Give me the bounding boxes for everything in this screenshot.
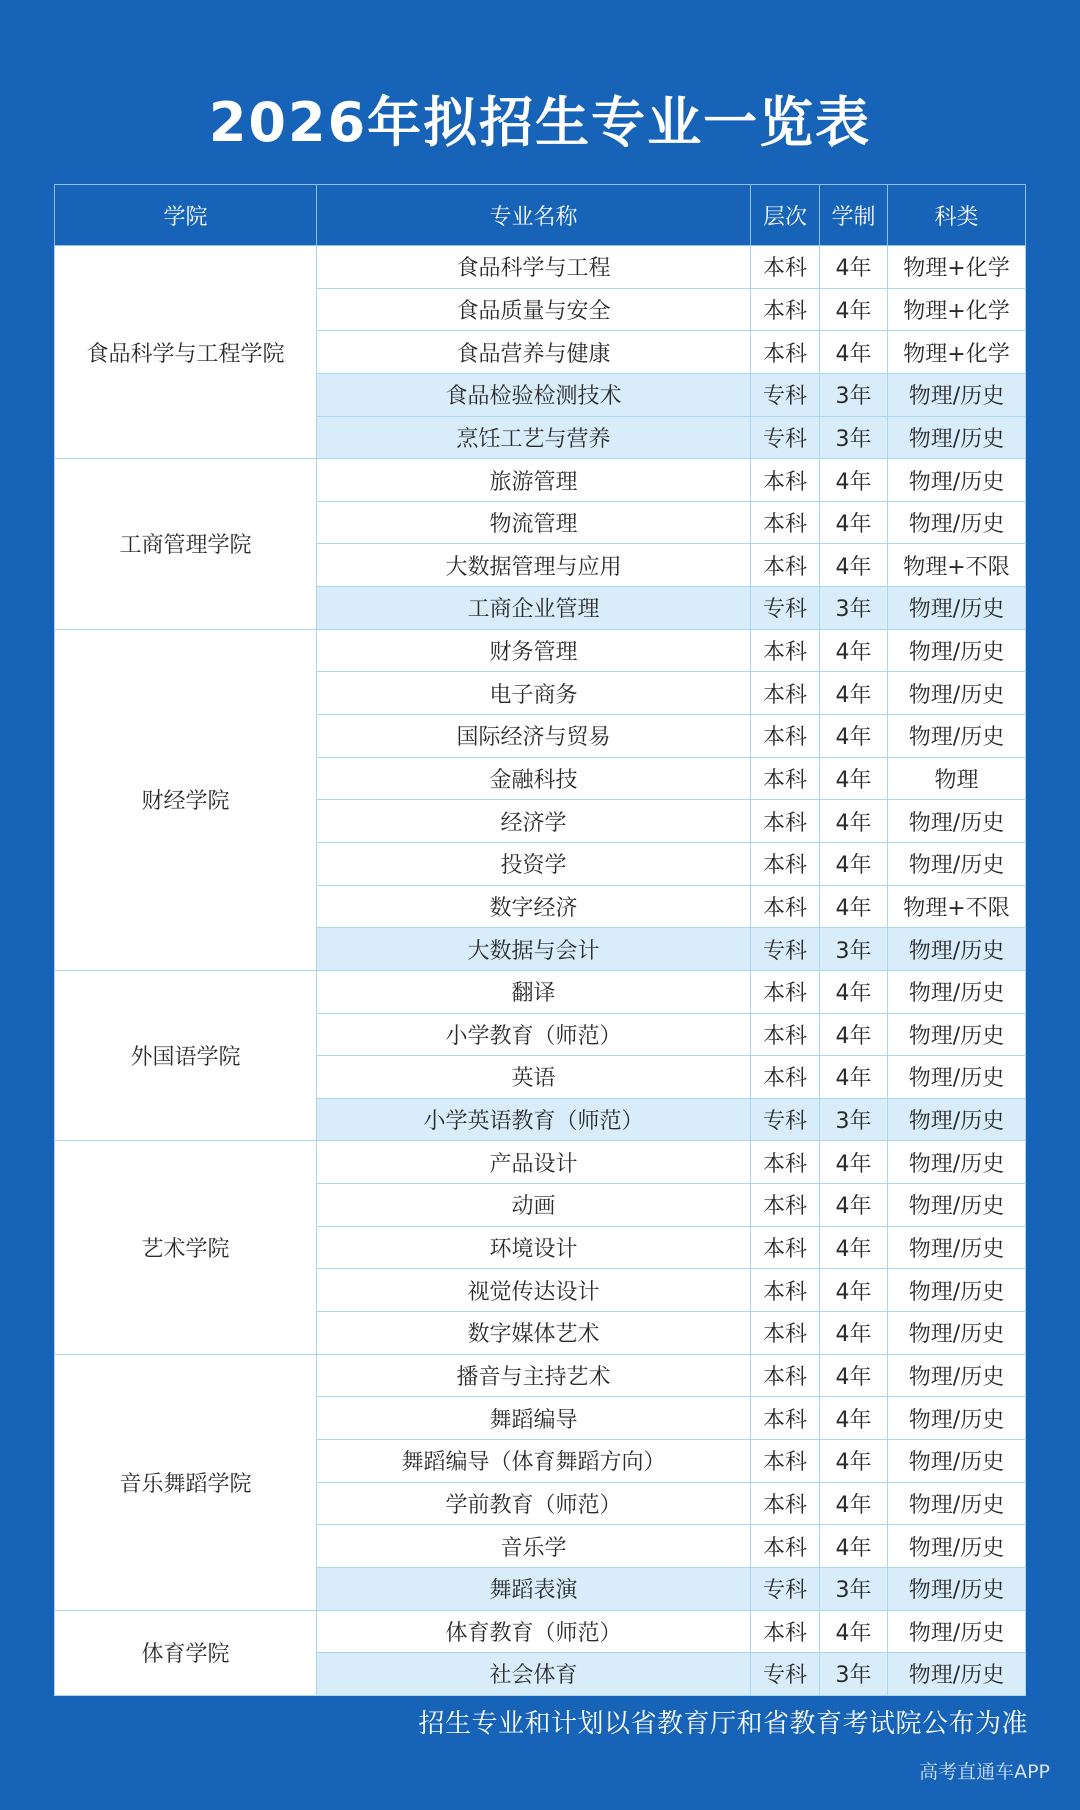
level-cell: 专科 (751, 416, 820, 459)
major-name-cell: 动画 (317, 1184, 751, 1227)
major-name-cell: 小学英语教育（师范） (317, 1098, 751, 1141)
level-cell: 本科 (751, 1525, 820, 1568)
subject-category-cell: 物理/历史 (888, 1098, 1026, 1141)
majors-table-container (54, 184, 1025, 1696)
duration-cell: 4年 (820, 800, 888, 843)
major-name-cell: 食品检验检测技术 (317, 373, 751, 416)
duration-cell: 4年 (820, 288, 888, 331)
table-header-row (55, 185, 1026, 246)
subject-category-cell: 物理/历史 (888, 842, 1026, 885)
subject-category-cell: 物理/历史 (888, 800, 1026, 843)
level-cell: 本科 (751, 672, 820, 715)
major-name-cell: 工商企业管理 (317, 587, 751, 630)
duration-cell: 4年 (820, 1312, 888, 1355)
duration-cell: 4年 (820, 842, 888, 885)
subject-category-cell: 物理/历史 (888, 1567, 1026, 1610)
major-name-cell: 投资学 (317, 842, 751, 885)
level-cell: 本科 (751, 1354, 820, 1397)
college-name-cell: 食品科学与工程学院 (55, 246, 317, 459)
duration-cell: 4年 (820, 1397, 888, 1440)
duration-cell: 3年 (820, 1098, 888, 1141)
subject-category-cell: 物理/历史 (888, 1610, 1026, 1653)
subject-category-cell: 物理/历史 (888, 587, 1026, 630)
level-cell: 本科 (751, 1482, 820, 1525)
duration-cell: 4年 (820, 1269, 888, 1312)
subject-category-cell: 物理/历史 (888, 1056, 1026, 1099)
subject-category-cell: 物理 (888, 757, 1026, 800)
duration-cell: 4年 (820, 246, 888, 289)
header-level: 层次 (751, 185, 820, 246)
duration-cell: 4年 (820, 970, 888, 1013)
major-name-cell: 经济学 (317, 800, 751, 843)
subject-category-cell: 物理/历史 (888, 672, 1026, 715)
subject-category-cell: 物理/历史 (888, 1013, 1026, 1056)
level-cell: 本科 (751, 757, 820, 800)
table-row (55, 246, 1026, 289)
subject-category-cell: 物理/历史 (888, 1226, 1026, 1269)
duration-cell: 3年 (820, 373, 888, 416)
level-cell: 本科 (751, 544, 820, 587)
level-cell: 专科 (751, 1567, 820, 1610)
subject-category-cell: 物理+化学 (888, 246, 1026, 289)
subject-category-cell: 物理/历史 (888, 629, 1026, 672)
major-name-cell: 金融科技 (317, 757, 751, 800)
level-cell: 本科 (751, 246, 820, 289)
college-name-cell: 体育学院 (55, 1610, 317, 1695)
subject-category-cell: 物理/历史 (888, 416, 1026, 459)
subject-category-cell: 物理+不限 (888, 544, 1026, 587)
duration-cell: 4年 (820, 1184, 888, 1227)
level-cell: 专科 (751, 928, 820, 971)
major-name-cell: 数字媒体艺术 (317, 1312, 751, 1355)
subject-category-cell: 物理/历史 (888, 501, 1026, 544)
duration-cell: 4年 (820, 1482, 888, 1525)
major-name-cell: 大数据与会计 (317, 928, 751, 971)
subject-category-cell: 物理/历史 (888, 1141, 1026, 1184)
duration-cell: 4年 (820, 544, 888, 587)
major-name-cell: 音乐学 (317, 1525, 751, 1568)
major-name-cell: 电子商务 (317, 672, 751, 715)
page-title: 2026年拟招生专业一览表 (208, 91, 872, 154)
college-name-cell: 艺术学院 (55, 1141, 317, 1354)
subject-category-cell: 物理/历史 (888, 1525, 1026, 1568)
college-name-cell: 工商管理学院 (55, 459, 317, 630)
level-cell: 本科 (751, 629, 820, 672)
duration-cell: 4年 (820, 1525, 888, 1568)
subject-category-cell: 物理/历史 (888, 459, 1026, 502)
major-name-cell: 烹饪工艺与营养 (317, 416, 751, 459)
majors-table (54, 184, 1026, 1696)
level-cell: 本科 (751, 1610, 820, 1653)
table-row (55, 459, 1026, 502)
level-cell: 本科 (751, 1269, 820, 1312)
duration-cell: 4年 (820, 1013, 888, 1056)
major-name-cell: 舞蹈表演 (317, 1567, 751, 1610)
subject-category-cell: 物理/历史 (888, 1354, 1026, 1397)
college-name-cell: 外国语学院 (55, 970, 317, 1141)
major-name-cell: 翻译 (317, 970, 751, 1013)
duration-cell: 4年 (820, 1354, 888, 1397)
subject-category-cell: 物理/历史 (888, 715, 1026, 758)
subject-category-cell: 物理/历史 (888, 1312, 1026, 1355)
table-row (55, 1610, 1026, 1653)
major-name-cell: 物流管理 (317, 501, 751, 544)
duration-cell: 4年 (820, 672, 888, 715)
subject-category-cell: 物理/历史 (888, 1482, 1026, 1525)
major-name-cell: 食品营养与健康 (317, 331, 751, 374)
major-name-cell: 数字经济 (317, 885, 751, 928)
major-name-cell: 舞蹈编导 (317, 1397, 751, 1440)
duration-cell: 3年 (820, 1567, 888, 1610)
subject-category-cell: 物理/历史 (888, 970, 1026, 1013)
duration-cell: 4年 (820, 1226, 888, 1269)
table-row (55, 1354, 1026, 1397)
subject-category-cell: 物理/历史 (888, 1269, 1026, 1312)
table-row (55, 1141, 1026, 1184)
level-cell: 本科 (751, 288, 820, 331)
duration-cell: 4年 (820, 1610, 888, 1653)
major-name-cell: 旅游管理 (317, 459, 751, 502)
duration-cell: 4年 (820, 1439, 888, 1482)
footer-note: 招生专业和计划以省教育厅和省教育考试院公布为准 (418, 1709, 1028, 1739)
major-name-cell: 国际经济与贸易 (317, 715, 751, 758)
duration-cell: 3年 (820, 416, 888, 459)
major-name-cell: 学前教育（师范） (317, 1482, 751, 1525)
header-major-name: 专业名称 (317, 185, 751, 246)
subject-category-cell: 物理/历史 (888, 1184, 1026, 1227)
duration-cell: 4年 (820, 715, 888, 758)
table-row (55, 970, 1026, 1013)
subject-category-cell: 物理/历史 (888, 1397, 1026, 1440)
duration-cell: 4年 (820, 1056, 888, 1099)
duration-cell: 4年 (820, 1141, 888, 1184)
level-cell: 本科 (751, 501, 820, 544)
major-name-cell: 产品设计 (317, 1141, 751, 1184)
table-body (55, 246, 1026, 1696)
level-cell: 专科 (751, 1653, 820, 1696)
college-name-cell: 财经学院 (55, 629, 317, 970)
major-name-cell: 体育教育（师范） (317, 1610, 751, 1653)
major-name-cell: 财务管理 (317, 629, 751, 672)
watermark: 高考直通车APP (919, 1761, 1050, 1783)
major-name-cell: 舞蹈编导（体育舞蹈方向） (317, 1439, 751, 1482)
duration-cell: 4年 (820, 757, 888, 800)
level-cell: 本科 (751, 1312, 820, 1355)
major-name-cell: 大数据管理与应用 (317, 544, 751, 587)
subject-category-cell: 物理/历史 (888, 1439, 1026, 1482)
level-cell: 本科 (751, 1141, 820, 1184)
level-cell: 本科 (751, 800, 820, 843)
header-duration: 学制 (820, 185, 888, 246)
header-college: 学院 (55, 185, 317, 246)
college-name-cell: 音乐舞蹈学院 (55, 1354, 317, 1610)
duration-cell: 3年 (820, 1653, 888, 1696)
major-name-cell: 英语 (317, 1056, 751, 1099)
level-cell: 本科 (751, 885, 820, 928)
major-name-cell: 环境设计 (317, 1226, 751, 1269)
subject-category-cell: 物理+化学 (888, 331, 1026, 374)
level-cell: 本科 (751, 331, 820, 374)
duration-cell: 3年 (820, 928, 888, 971)
level-cell: 本科 (751, 1056, 820, 1099)
duration-cell: 4年 (820, 331, 888, 374)
duration-cell: 4年 (820, 885, 888, 928)
subject-category-cell: 物理/历史 (888, 928, 1026, 971)
level-cell: 本科 (751, 1397, 820, 1440)
level-cell: 本科 (751, 842, 820, 885)
header-subject-category: 科类 (888, 185, 1026, 246)
major-name-cell: 社会体育 (317, 1653, 751, 1696)
duration-cell: 4年 (820, 629, 888, 672)
level-cell: 本科 (751, 1184, 820, 1227)
duration-cell: 3年 (820, 587, 888, 630)
table-row (55, 629, 1026, 672)
major-name-cell: 小学教育（师范） (317, 1013, 751, 1056)
level-cell: 本科 (751, 715, 820, 758)
level-cell: 本科 (751, 1013, 820, 1056)
level-cell: 本科 (751, 459, 820, 502)
duration-cell: 4年 (820, 501, 888, 544)
duration-cell: 4年 (820, 459, 888, 502)
subject-category-cell: 物理+不限 (888, 885, 1026, 928)
level-cell: 专科 (751, 587, 820, 630)
major-name-cell: 视觉传达设计 (317, 1269, 751, 1312)
subject-category-cell: 物理/历史 (888, 373, 1026, 416)
level-cell: 本科 (751, 970, 820, 1013)
major-name-cell: 食品科学与工程 (317, 246, 751, 289)
level-cell: 本科 (751, 1439, 820, 1482)
subject-category-cell: 物理/历史 (888, 1653, 1026, 1696)
level-cell: 本科 (751, 1226, 820, 1269)
level-cell: 专科 (751, 373, 820, 416)
subject-category-cell: 物理+化学 (888, 288, 1026, 331)
major-name-cell: 食品质量与安全 (317, 288, 751, 331)
major-name-cell: 播音与主持艺术 (317, 1354, 751, 1397)
level-cell: 专科 (751, 1098, 820, 1141)
